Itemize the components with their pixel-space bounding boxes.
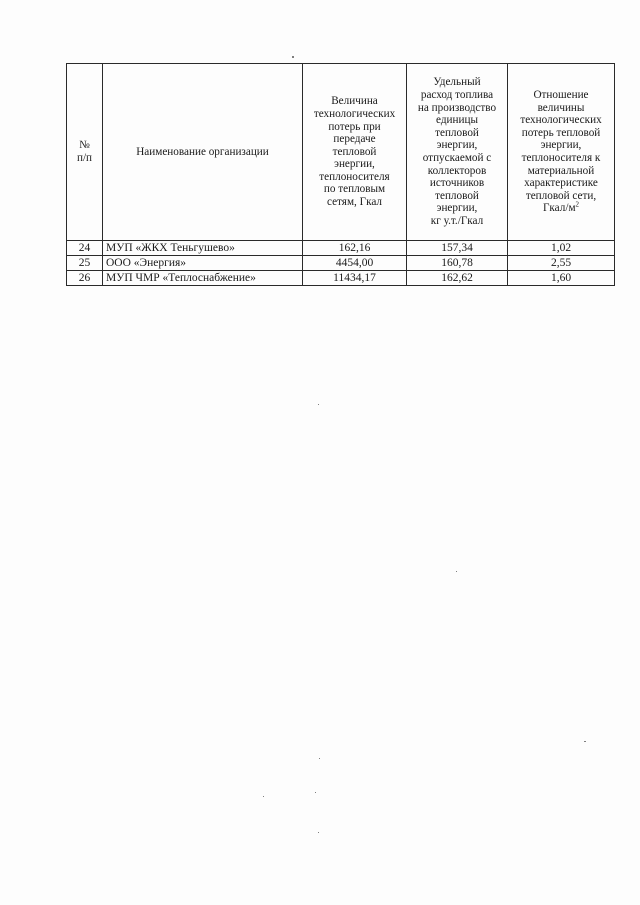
losses-ratio-cell: 1,02: [508, 241, 615, 256]
table-row: [67, 241, 615, 256]
row-number-cell: 24: [67, 241, 103, 256]
organization-name-cell: МУП «ЖКХ Теньгушево»: [103, 241, 303, 256]
organization-name-cell: ООО «Энергия»: [103, 256, 303, 271]
scan-speck: [319, 758, 320, 759]
header-fuel-consumption: [407, 64, 508, 241]
header-row-number-text: № п/п: [76, 139, 93, 164]
header-row-number: [67, 64, 103, 241]
scan-speck: [584, 741, 586, 742]
scan-speck: [318, 404, 319, 405]
organization-name-cell: МУП ЧМР «Теплоснабжение»: [103, 271, 303, 286]
header-organization-name: [103, 64, 303, 241]
header-fuel-consumption-text: Удельный расход топлива на производство единицы тепловой энергии, отпускаемой с коллекторов источников тепловой энергии, кг у.т./Гкал: [417, 76, 497, 227]
losses-ratio-cell: 1,60: [508, 271, 615, 286]
fuel-consumption-cell: 160,78: [407, 256, 508, 271]
heat-losses-cell: 162,16: [303, 241, 407, 256]
scan-speck: [263, 796, 264, 797]
table-row: [67, 271, 615, 286]
row-number-cell: 26: [67, 271, 103, 286]
header-heat-losses-text: Величина технологических потерь при передаче тепловой энергии, теплоносителя по тепловым сетям, Гкал: [313, 95, 396, 209]
heat-losses-cell: 11434,17: [303, 271, 407, 286]
fuel-consumption-cell: 157,34: [407, 241, 508, 256]
scan-speck: [292, 56, 294, 58]
table-row: [67, 256, 615, 271]
scan-speck: [315, 792, 316, 793]
scan-speck: [318, 832, 319, 833]
heat-losses-table: [66, 63, 615, 286]
heat-losses-cell: 4454,00: [303, 256, 407, 271]
header-losses-ratio-text: Отношение величины технологических потерь тепловой энергии, теплоносителя к материальной характеристике тепловой сети, Гкал/м: [520, 89, 602, 215]
header-heat-losses: [303, 64, 407, 241]
header-losses-ratio-superscript: 2: [575, 200, 580, 209]
header-losses-ratio: [508, 64, 615, 241]
fuel-consumption-cell: 162,62: [407, 271, 508, 286]
losses-ratio-cell: 2,55: [508, 256, 615, 271]
scan-speck: [456, 571, 457, 572]
table-header-row: [67, 64, 615, 241]
row-number-cell: 25: [67, 256, 103, 271]
header-organization-name-text: Наименование организации: [136, 145, 269, 158]
